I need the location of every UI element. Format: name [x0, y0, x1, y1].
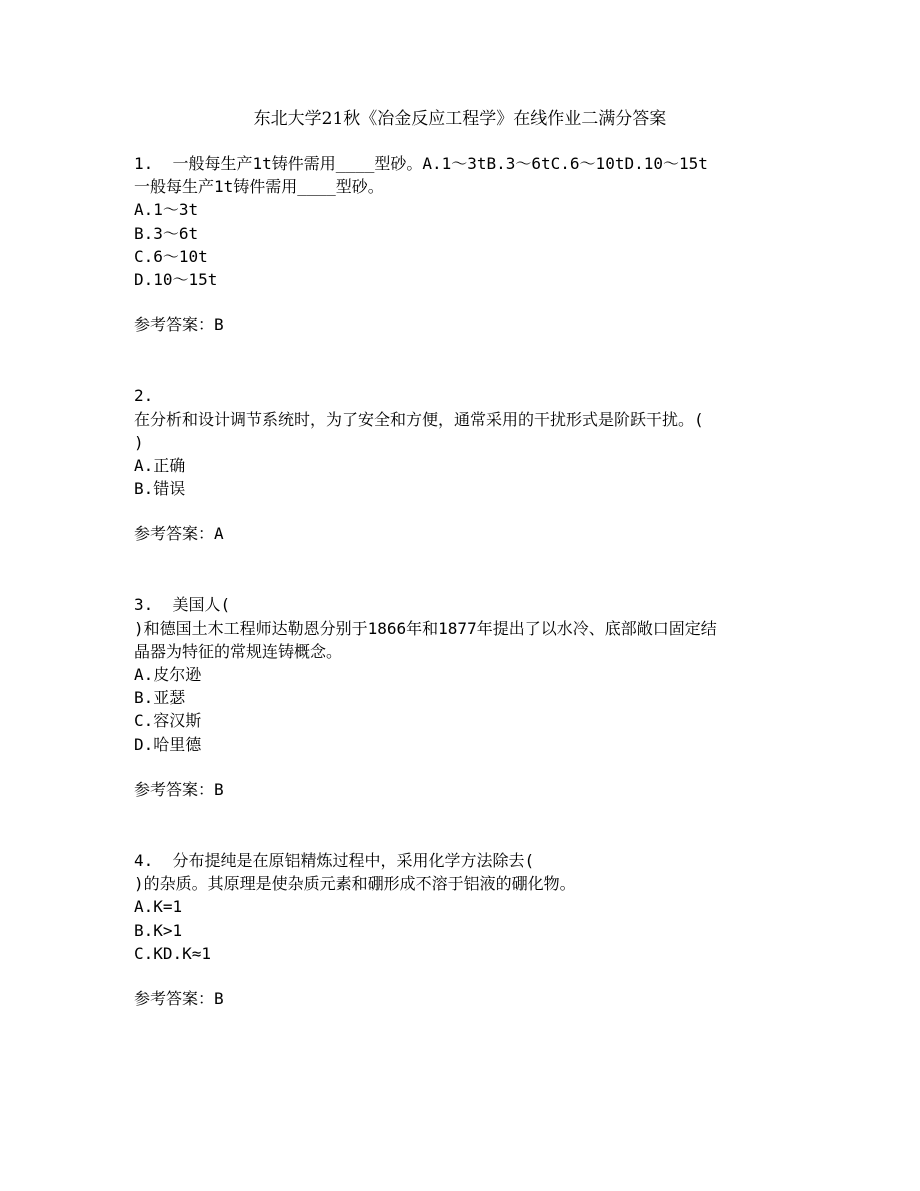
option-c: C.容汉斯	[134, 711, 202, 731]
answer-value: B	[214, 315, 224, 335]
question-text-line: 在分析和设计调节系统时，为了安全和方便，通常采用的干扰形式是阶跃干扰。(	[134, 409, 704, 429]
answer-label: 参考答案：	[134, 524, 215, 544]
option-c: C.KD.K≈1	[134, 943, 212, 963]
question-text-line: 3. 美国人(	[134, 595, 231, 615]
question-text-line: )的杂质。其原理是使杂质元素和硼形成不溶于铝液的硼化物。	[134, 874, 576, 894]
answer-value: B	[214, 779, 224, 799]
answer-value: B	[214, 988, 224, 1008]
question-3	[134, 593, 794, 801]
question-text-line: )和德国土木工程师达勒恩分别于1866年和1877年提出了以水冷、底部敞口固定结	[134, 618, 717, 638]
question-text-line: 1. 一般每生产1t铸件需用____型砂。A.1～3tB.3～6tC.6～10tD.10～15t	[134, 154, 708, 173]
option-b: B.3～6t	[134, 223, 199, 243]
option-a: A.K=1	[134, 897, 183, 917]
question-1	[134, 152, 794, 336]
document-title: 东北大学21秋《冶金反应工程学》在线作业二满分答案	[253, 109, 667, 129]
question-2	[134, 384, 794, 545]
question-list	[134, 152, 794, 1058]
option-a: A.正确	[134, 455, 186, 475]
answer-line	[134, 313, 794, 336]
option-a: A.皮尔逊	[134, 665, 202, 684]
answer-line	[134, 987, 794, 1010]
answer-label: 参考答案：	[134, 315, 215, 335]
answer-label: 参考答案：	[134, 779, 215, 799]
option-b: B.错误	[134, 479, 186, 499]
answer-line	[134, 522, 794, 545]
option-b: B.亚瑟	[134, 688, 186, 708]
option-d: D.10～15t	[134, 269, 218, 289]
question-text-line: )	[134, 432, 144, 452]
option-a: A.1～3t	[134, 200, 199, 220]
question-text-line: 4. 分布提纯是在原铝精炼过程中，采用化学方法除去(	[134, 850, 535, 870]
answer-line	[134, 778, 794, 801]
answer-value: A	[214, 524, 224, 544]
option-d: D.哈里德	[134, 734, 202, 754]
question-4	[134, 849, 794, 1010]
option-b: B.K>1	[134, 920, 183, 940]
option-c: C.6～10t	[134, 246, 208, 266]
question-text-line: 一般每生产1t铸件需用____型砂。	[134, 177, 384, 197]
question-text-line: 晶器为特征的常规连铸概念。	[134, 641, 343, 661]
answer-label: 参考答案：	[134, 988, 215, 1008]
question-text-line: 2.	[134, 386, 154, 406]
